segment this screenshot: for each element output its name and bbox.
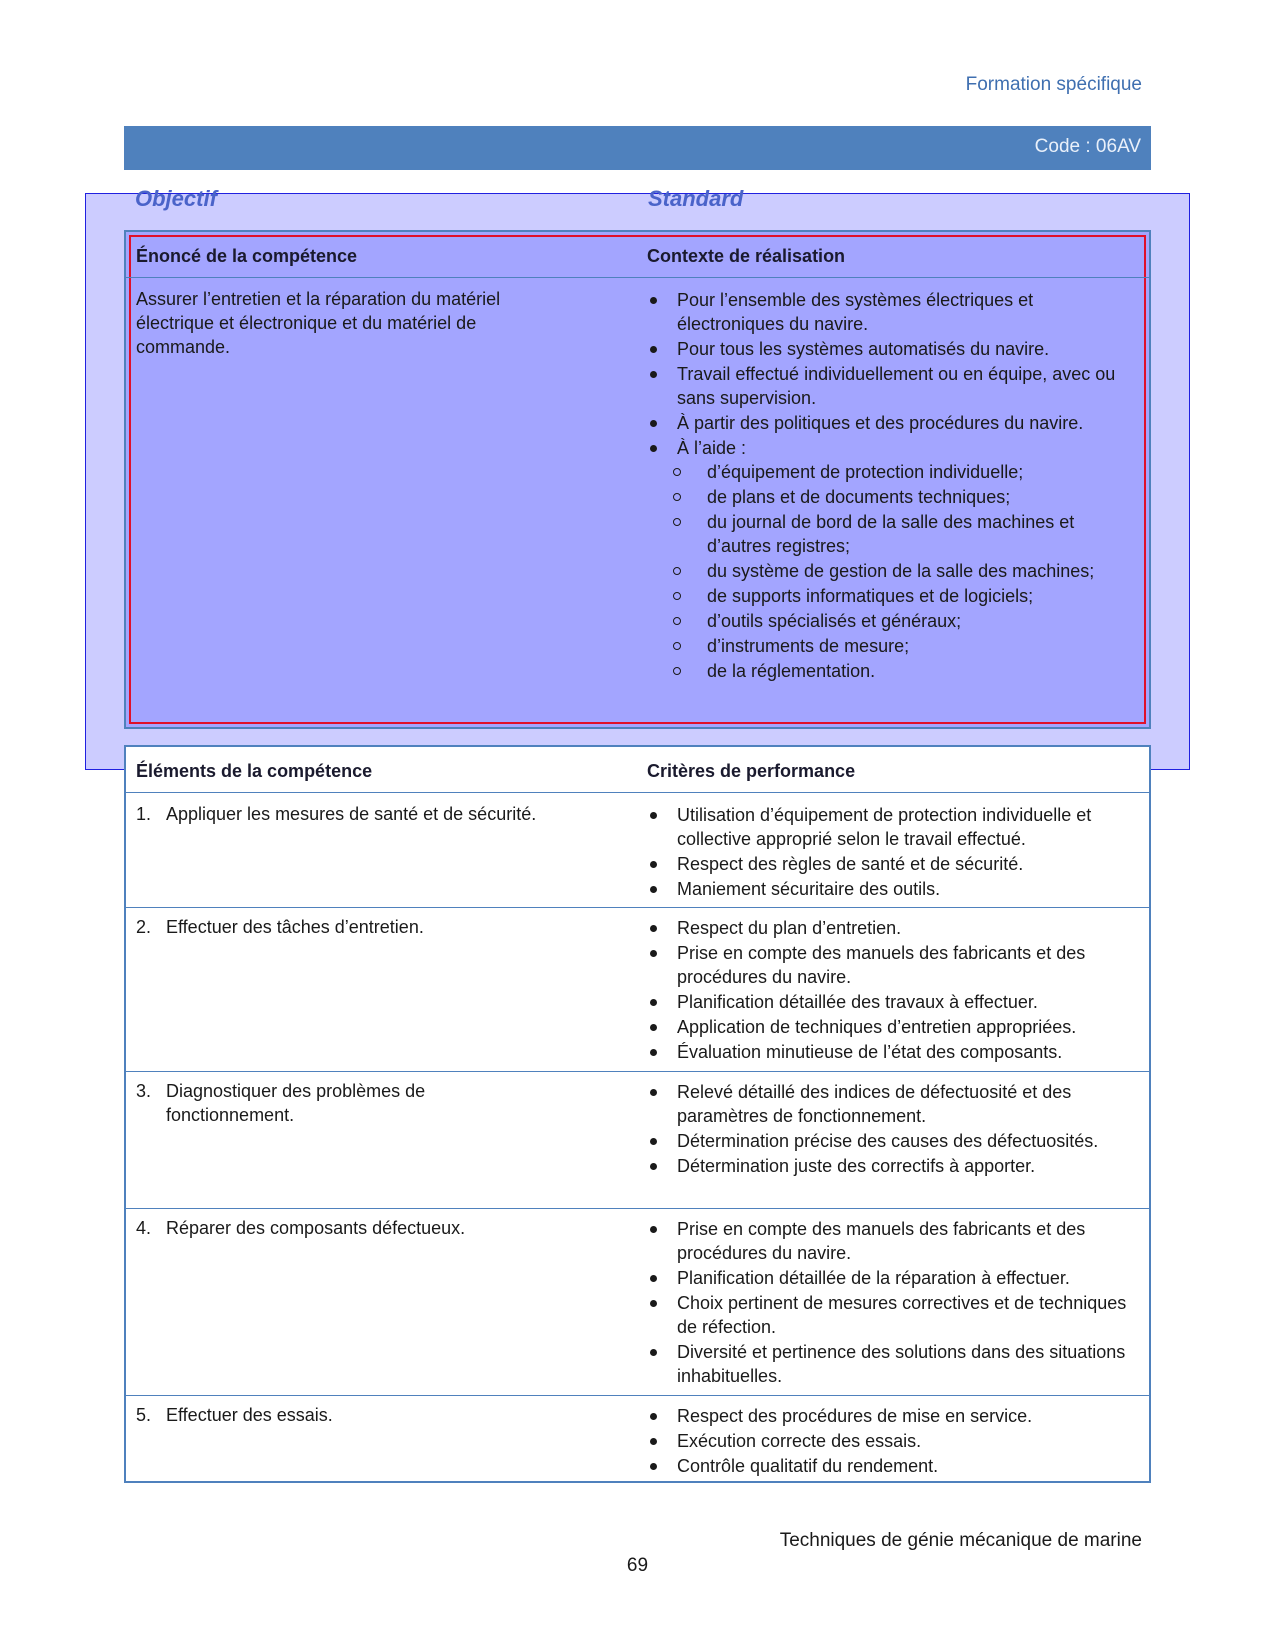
aide-subitem: d’instruments de mesure; xyxy=(677,634,1132,658)
criterion: Planification détaillée de la réparation à effectuer. xyxy=(647,1266,1132,1290)
element-5 xyxy=(136,1403,616,1427)
contexte-item: Travail effectué individuellement ou en équipe, avec ou sans supervision. xyxy=(647,362,1132,410)
criterion: Maniement sécuritaire des outils. xyxy=(647,877,1132,901)
criteria-list-3 xyxy=(647,1080,1132,1179)
criterion: Contrôle qualitatif du rendement. xyxy=(647,1454,1132,1478)
contexte-item: Pour tous les systèmes automatisés du navire. xyxy=(647,337,1132,361)
enonce-text: Assurer l’entretien et la réparation du matériel électrique et électronique et du matériel de commande. xyxy=(136,289,501,357)
enonce-table xyxy=(124,230,1151,729)
element-4 xyxy=(136,1216,616,1240)
aide-subitem: de supports informatiques et de logiciels; xyxy=(677,584,1132,608)
criterion: Détermination précise des causes des défectuosités. xyxy=(647,1129,1132,1153)
criteria-list-1 xyxy=(647,803,1132,902)
element-3 xyxy=(136,1079,506,1127)
criterion: Respect des règles de santé et de sécurité. xyxy=(647,852,1132,876)
criterion: Exécution correcte des essais. xyxy=(647,1429,1132,1453)
criterion: Diversité et pertinence des solutions dans des situations inhabituelles. xyxy=(647,1340,1132,1388)
contexte-list xyxy=(647,288,1132,684)
element-1 xyxy=(136,802,616,826)
section-title-standard: Standard xyxy=(648,186,744,211)
code-bar xyxy=(124,126,1151,170)
competency-code: Code : 06AV xyxy=(1034,136,1141,157)
criterion: Prise en compte des manuels des fabricants et des procédures du navire. xyxy=(647,1217,1132,1265)
element-text: Diagnostiquer des problèmes de fonctionnement. xyxy=(166,1081,426,1125)
element-number: 4. xyxy=(136,1218,152,1238)
element-text: Appliquer les mesures de santé et de sécurité. xyxy=(166,804,537,824)
aide-subitem: du journal de bord de la salle des machines et d’autres registres; xyxy=(677,510,1132,558)
aide-subitem: du système de gestion de la salle des machines; xyxy=(677,559,1132,583)
footer-program-title: Techniques de génie mécanique de marine xyxy=(779,1530,1142,1551)
element-text: Effectuer des essais. xyxy=(166,1405,333,1425)
contexte-item-label: À l’aide : xyxy=(677,438,747,458)
aide-subitem: d’équipement de protection individuelle; xyxy=(677,460,1132,484)
header-divider xyxy=(126,277,1149,278)
row-divider xyxy=(126,1208,1149,1209)
criterion: Respect du plan d’entretien. xyxy=(647,916,1132,940)
element-number: 2. xyxy=(136,917,152,937)
criteria-list-4 xyxy=(647,1217,1132,1389)
aide-subitem: de plans et de documents techniques; xyxy=(677,485,1132,509)
contexte-item-aide xyxy=(647,436,1132,683)
row-divider xyxy=(126,1395,1149,1396)
criterion: Utilisation d’équipement de protection individuelle et collective approprié selon le travail effectué. xyxy=(647,803,1132,851)
criterion: Choix pertinent de mesures correctives et de techniques de réfection. xyxy=(647,1291,1132,1339)
element-number: 3. xyxy=(136,1081,152,1101)
criterion: Évaluation minutieuse de l’état des composants. xyxy=(647,1040,1132,1064)
aide-subitem: de la réglementation. xyxy=(677,659,1132,683)
row-divider xyxy=(126,907,1149,908)
element-number: 5. xyxy=(136,1405,152,1425)
criterion: Planification détaillée des travaux à effectuer. xyxy=(647,990,1132,1014)
contexte-item: Pour l’ensemble des systèmes électriques et électroniques du navire. xyxy=(647,288,1132,336)
section-title-objectif: Objectif xyxy=(135,186,217,211)
criteres-header: Critères de performance xyxy=(647,761,856,781)
criterion: Application de techniques d’entretien appropriées. xyxy=(647,1015,1132,1039)
criteria-list-2 xyxy=(647,916,1132,1065)
criterion: Relevé détaillé des indices de défectuosité et des paramètres de fonctionnement. xyxy=(647,1080,1132,1128)
enonce-header: Énoncé de la compétence xyxy=(136,246,358,266)
aide-sublist xyxy=(677,460,1132,683)
element-2 xyxy=(136,915,616,939)
criterion: Prise en compte des manuels des fabricants et des procédures du navire. xyxy=(647,941,1132,989)
row-divider xyxy=(126,1071,1149,1072)
element-text: Réparer des composants défectueux. xyxy=(166,1218,466,1238)
contexte-item: À partir des politiques et des procédures du navire. xyxy=(647,411,1132,435)
element-number: 1. xyxy=(136,804,152,824)
aide-subitem: d’outils spécialisés et généraux; xyxy=(677,609,1132,633)
page-number: 69 xyxy=(626,1555,649,1576)
contexte-header: Contexte de réalisation xyxy=(647,246,846,266)
criterion: Détermination juste des correctifs à apporter. xyxy=(647,1154,1132,1178)
performance-table xyxy=(124,745,1151,1483)
criteria-list-5 xyxy=(647,1404,1132,1479)
element-text: Effectuer des tâches d’entretien. xyxy=(166,917,424,937)
document-header-title: Formation spécifique xyxy=(965,74,1142,95)
header-divider xyxy=(126,792,1149,793)
elements-header: Éléments de la compétence xyxy=(136,761,373,781)
criterion: Respect des procédures de mise en service. xyxy=(647,1404,1132,1428)
